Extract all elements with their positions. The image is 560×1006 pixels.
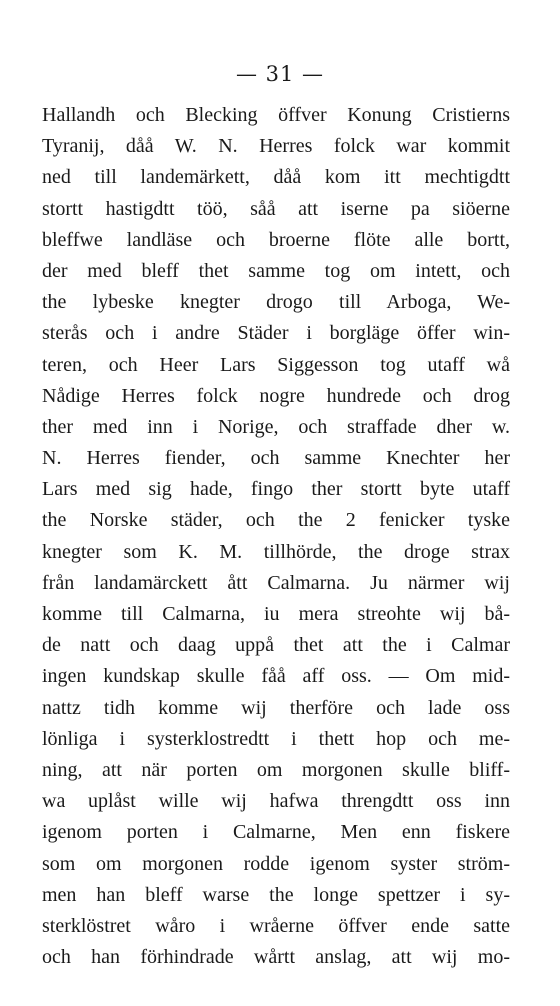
text-line: Nådige Herres folck nogre hundrede och drog bbox=[42, 384, 510, 407]
text-line: från landamärckett ått Calmarna. Ju närmer wij bbox=[42, 571, 510, 594]
text-line: och han förhindrade wårtt anslag, att wij mo- bbox=[42, 946, 510, 969]
page-number-header bbox=[0, 62, 560, 86]
text-line: wa uplåst wille wij hafwa threngdtt oss inn bbox=[42, 790, 510, 813]
text-line: nattz tidh komme wij therföre och lade oss bbox=[42, 696, 510, 719]
text-line: ther med inn i Norige, och straffade dher w. bbox=[42, 415, 510, 438]
text-line: ning, att när porten om morgonen skulle bliff- bbox=[42, 758, 510, 781]
text-line: ned till landemärkett, dåå kom itt mechtigdtt bbox=[42, 166, 510, 189]
text-line: the Norske städer, och the 2 fenicker tyske bbox=[42, 509, 510, 532]
text-line: knegter som K. M. tillhörde, the droge strax bbox=[42, 540, 510, 563]
text-line: sterås och i andre Städer i borgläge öffer win- bbox=[42, 322, 510, 345]
text-line: lönliga i systerklostredtt i thett hop och me- bbox=[42, 727, 510, 750]
text-line: Tyranij, dåå W. N. Herres folck war kommit bbox=[42, 135, 510, 158]
text-line: Hallandh och Blecking öffver Konung Cristierns bbox=[42, 104, 510, 126]
text-line: igenom porten i Calmarne, Men enn fiskere bbox=[42, 821, 510, 844]
text-line: ingen kundskap skulle fåå aff oss. — Om mid- bbox=[42, 665, 510, 688]
text-line: teren, och Heer Lars Siggesson tog utaff wå bbox=[42, 353, 510, 376]
text-line: men han bleff warse the longe spettzer i sy- bbox=[42, 883, 510, 906]
page-number: — 31 — bbox=[235, 62, 325, 86]
text-line: sterklöstret wåro i wråerne öffver ende satte bbox=[42, 914, 510, 937]
text-line: som om morgonen rodde igenom syster ström- bbox=[42, 852, 510, 875]
text-line: Lars med sig hade, fingo ther stortt byte utaff bbox=[42, 478, 510, 501]
text-line: de natt och daag uppå thet att the i Calmar bbox=[42, 634, 510, 657]
text-line: the lybeske knegter drogo till Arboga, We- bbox=[42, 291, 510, 314]
text-line: komme till Calmarna, iu mera streohte wij bå- bbox=[42, 603, 510, 625]
text-line: bleffwe landläse och broerne flöte alle bortt, bbox=[42, 228, 510, 251]
body-text bbox=[42, 100, 510, 973]
text-line: der med bleff thet samme tog om intett, och bbox=[42, 259, 510, 282]
text-line: N. Herres fiender, och samme Knechter her bbox=[42, 447, 510, 470]
text-line: stortt hastigdtt töö, såå att iserne pa siöerne bbox=[42, 197, 510, 220]
